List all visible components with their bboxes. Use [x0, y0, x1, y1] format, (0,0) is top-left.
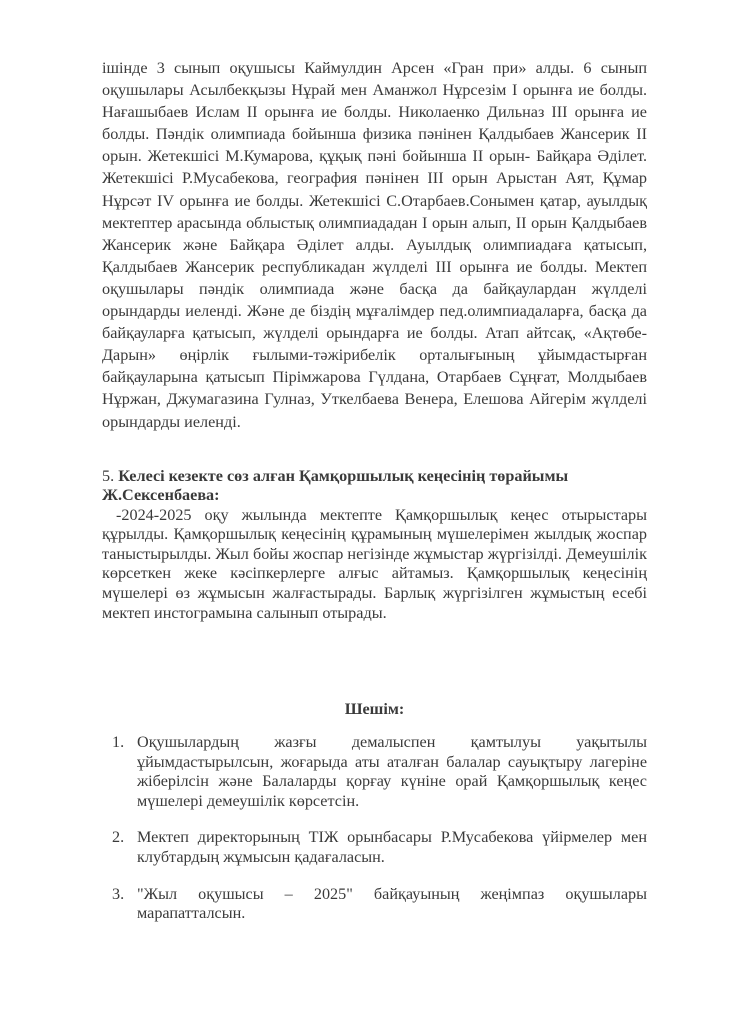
decision-item-text: Мектеп директорының ТІЖ орынбасары Р.Мусабекова үйірмелер мен клубтардың жұмысын қадағаласын. [137, 828, 647, 866]
decision-item-number: 1. [112, 733, 125, 751]
intro-paragraph: ішінде 3 сынып оқушысы Каймулдин Арсен «Гран при» алды. 6 сынып оқушылары Асылбекқызы Нұрай мен Аманжол Нұрсезім І орынға ие болды. Нағашыбаев Ислам ІІ орынға ие болды. Николаенко Дильназ ІІІ орынға ие болды. Пәндік олимпиада бойынша физика пәнінен Қалдыбаев Жансерик ІІ орын. Жетекшісі М.Кумарова, құқық пәні бойынша ІІ орын- Байқара Әділет. Жетекшісі Р.Мусабекова, география пәнінен ІІІ орын Арыстан Аят, Құмар Нұрсәт IV орынға ие болды. Жетекшісі С.Отарбаев.Сонымен қатар, ауылдық мектептер арасында облыстық олимпиададан І орын алып, ІІ орын Қалдыбаев Жансерик және Байқара Әділет алды. Ауылдық олимпиадаға қатысып, Қалдыбаев Жансерик республикадан жүлделі ІІІ орынға ие болды. Мектеп оқушылары пәндік олимпиада және басқа да байқаулардан жүлделі орындарды иеленді. Және де біздің мұғалімдер пед.олимпиадаларға, басқа да байқауларға қатысып, жүлделі орындарға ие болды. Атап айтсақ, «Ақтөбе-Дарын» өңірлік ғылыми-тәжірибелік орталығының ұйымдастырған байқауларына қатысып Пірімжарова Гүлдана, Отарбаев Сұңғат, Молдыбаев Нұржан, Джумагазина Гулназ, Уткелбаева Венера, Елешова Айгерім жүлделі орындарды иеленді. [102, 59, 647, 431]
decision-item-text: Оқушылардың жазғы демалыспен қамтылуы уақытылы ұйымдастырылсын, жоғарыда аты аталған балалар сауықтыру лагеріне жіберілсін және Балаларды қорғау күніне орай Қамқоршылық кеңес мүшелері демеушілік көрсетсін. [137, 733, 647, 810]
section-5-heading [102, 467, 647, 506]
decision-list [112, 733, 647, 941]
section-5-heading-text: Келесі кезекте сөз алған Қамқоршылық кеңесінің төрайымы Ж.Сексенбаева: [102, 466, 569, 505]
decision-item-number: 3. [112, 884, 125, 903]
decision-item [112, 828, 647, 867]
decision-title: Шешім: [344, 700, 405, 718]
section-5-body: -2024-2025 оқу жылында мектепте Қамқоршылық кеңес отырыстары құрылды. Қамқоршылық кеңесінің құрамының мүшелерімен жылдық жоспар таныстырылды. Жыл бойы жоспар негізінде жұмыстар жүргізілді. Демеушілік көрсеткен жеке кәсіпкерлерге алғыс айтамыз. Қамқоршылық кеңесінің мүшелері өз жұмысын жалғастырады. Барлық жүргізілген жұмыстың есебі мектеп инстограмына салынып отырады. [102, 505, 647, 622]
decision-item [112, 733, 647, 811]
decision-item [112, 885, 647, 924]
document-page [102, 57, 647, 923]
decision-item-text: "Жыл оқушысы – 2025" байқауының жеңімпаз оқушылары марапатталсын. [137, 884, 647, 923]
decision-item-number: 2. [112, 828, 125, 847]
section-5-number: 5. [102, 466, 115, 485]
section-5 [102, 467, 647, 624]
